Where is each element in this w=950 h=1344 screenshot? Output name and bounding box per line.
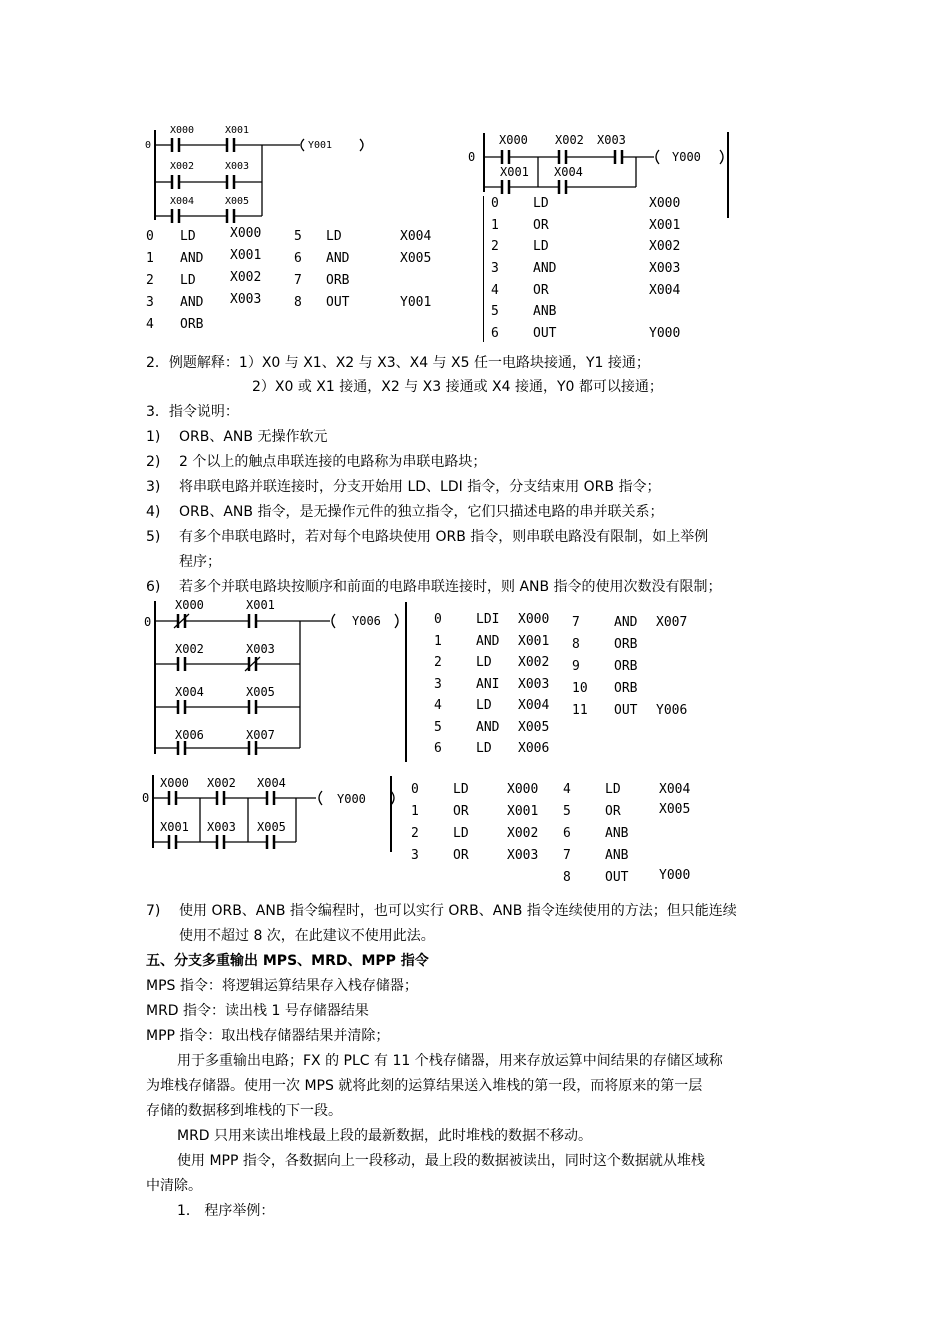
contact-label: X000 — [175, 598, 204, 612]
paragraph-line: 中清除。 — [146, 1178, 202, 1194]
note-item: 5) 有多个串联电路时，若对每个电路块使用 ORB 指令，则串联电路没有限制，如上举例 — [146, 529, 709, 545]
step-number: 0 — [145, 140, 152, 151]
contact-label: X002 — [555, 133, 584, 147]
contact-label: X000 — [170, 125, 195, 136]
paragraph-line: 为堆栈存储器。使用一次 MPS 就将此刻的运算结果送入堆栈的第一段，而将原来的第一层 — [146, 1078, 703, 1094]
contact-label: X001 — [160, 820, 189, 834]
section-heading: 五、分支多重输出 MPS、MRD、MPP 指令 — [146, 953, 429, 969]
note-item: 7) 使用 ORB、ANB 指令编程时，也可以实行 ORB、ANB 指令连续使用的方法；但只能连续 — [146, 903, 737, 919]
contact-label: X004 — [175, 685, 204, 699]
contact-label: X003 — [225, 161, 250, 172]
instruction-list-4: 0 LD X000 1 OR X001 2 LD X002 3 OR X003 4 LD X004 5 OR X005 6 ANB 7 ANB 8 OUT Y000 — [411, 782, 691, 885]
contact-label: X001 — [500, 165, 529, 179]
right-rail — [405, 602, 407, 762]
coil-label: Y000 — [337, 792, 366, 806]
contact-label: X002 — [170, 161, 195, 172]
divider — [483, 196, 484, 342]
coil-label: Y000 — [672, 150, 701, 164]
example-heading: 1． 程序举例： — [177, 1203, 275, 1219]
coil-label: Y001 — [308, 140, 333, 151]
paragraph-line: 存储的数据移到堆栈的下一段。 — [146, 1103, 342, 1119]
contact-label: X000 — [160, 776, 189, 790]
contact-label: X004 — [257, 776, 286, 790]
mps-definition: MPS 指令：将逻辑运算结果存入栈存储器； — [146, 978, 418, 994]
note-item-continuation: 程序； — [179, 554, 221, 570]
mpp-definition: MPP 指令：取出栈存储器结果并清除； — [146, 1028, 390, 1044]
contact-label: X004 — [170, 196, 195, 207]
contact-label: X002 — [175, 642, 204, 656]
note-item: 3) 将串联电路并联连接时，分支开始用 LD、LDI 指令，分支结束用 ORB 指令； — [146, 479, 661, 495]
contact-label: X005 — [225, 196, 250, 207]
ladder-diagram-1 — [140, 120, 440, 225]
contact-label: X004 — [554, 165, 583, 179]
instruction-list-2: 0 LD X000 1 OR X001 2 LD X002 3 AND X003 4 OR X004 5 ANB 6 OUT Y000 — [491, 196, 681, 341]
example-explanation-2: 2）X0 或 X1 接通，X2 与 X3 接通或 X4 接通，Y0 都可以接通； — [252, 379, 663, 395]
contact-label: X002 — [207, 776, 236, 790]
instruction-list-3: 0 LDI X000 1 AND X001 2 LD X002 3 ANI X003 4 LD X004 5 AND X005 6 LD X006 7 AND X007 8 ORB 9 ORB 10 ORB 11 OUT Y006 — [434, 612, 688, 756]
right-rail — [727, 132, 729, 218]
note-item-continuation: 使用不超过 8 次，在此建议不使用此法。 — [179, 928, 435, 944]
ladder-diagram-4 — [140, 772, 410, 852]
note-item: 1) ORB、ANB 无操作软元 — [146, 429, 328, 445]
note-item: 6) 若多个并联电路块按顺序和前面的电路串联连接时，则 ANB 指令的使用次数没有限制； — [146, 579, 722, 595]
contact-label: X005 — [257, 820, 286, 834]
contact-label: X005 — [246, 685, 275, 699]
contact-label: X003 — [207, 820, 236, 834]
step-number: 0 — [142, 791, 150, 805]
paragraph-line: 用于多重输出电路；FX 的 PLC 有 11 个栈存储器，用来存放运算中间结果的存储区域称 — [177, 1053, 723, 1069]
step-number: 0 — [468, 150, 476, 164]
coil-label: Y006 — [352, 614, 381, 628]
ladder-diagram-3 — [140, 596, 415, 766]
contact-label: X003 — [597, 133, 626, 147]
right-rail — [390, 776, 392, 852]
step-number: 0 — [144, 615, 152, 629]
example-explanation-1: 2．例题解释：1）X0 与 X1、X2 与 X3、X4 与 X5 任一电路块接通，Y1 接通； — [146, 355, 650, 371]
mrd-definition: MRD 指令：读出栈 1 号存储器结果 — [146, 1003, 369, 1019]
instruction-list-1: 0 LD X000 1 AND X001 2 LD X002 3 AND X003 4 ORB 5 LD X004 6 AND X005 7 ORB 8 OUT Y001 — [146, 226, 432, 332]
contact-label: X003 — [246, 642, 275, 656]
contact-label: X007 — [246, 728, 275, 742]
paragraph-line: MRD 只用来读出堆栈最上段的最新数据，此时堆栈的数据不移动。 — [177, 1128, 593, 1144]
instruction-notes-heading: 3．指令说明： — [146, 404, 239, 420]
note-item: 2) 2 个以上的触点串联连接的电路称为串联电路块； — [146, 454, 487, 470]
note-item: 4) ORB、ANB 指令，是无操作元件的独立指令，它们只描述电路的串并联关系； — [146, 504, 664, 520]
contact-label: X001 — [246, 598, 275, 612]
contact-label: X001 — [225, 125, 250, 136]
contact-label: X006 — [175, 728, 204, 742]
contact-label: X000 — [499, 133, 528, 147]
paragraph-line: 使用 MPP 指令，各数据向上一段移动，最上段的数据被读出，同时这个数据就从堆栈 — [177, 1153, 705, 1169]
